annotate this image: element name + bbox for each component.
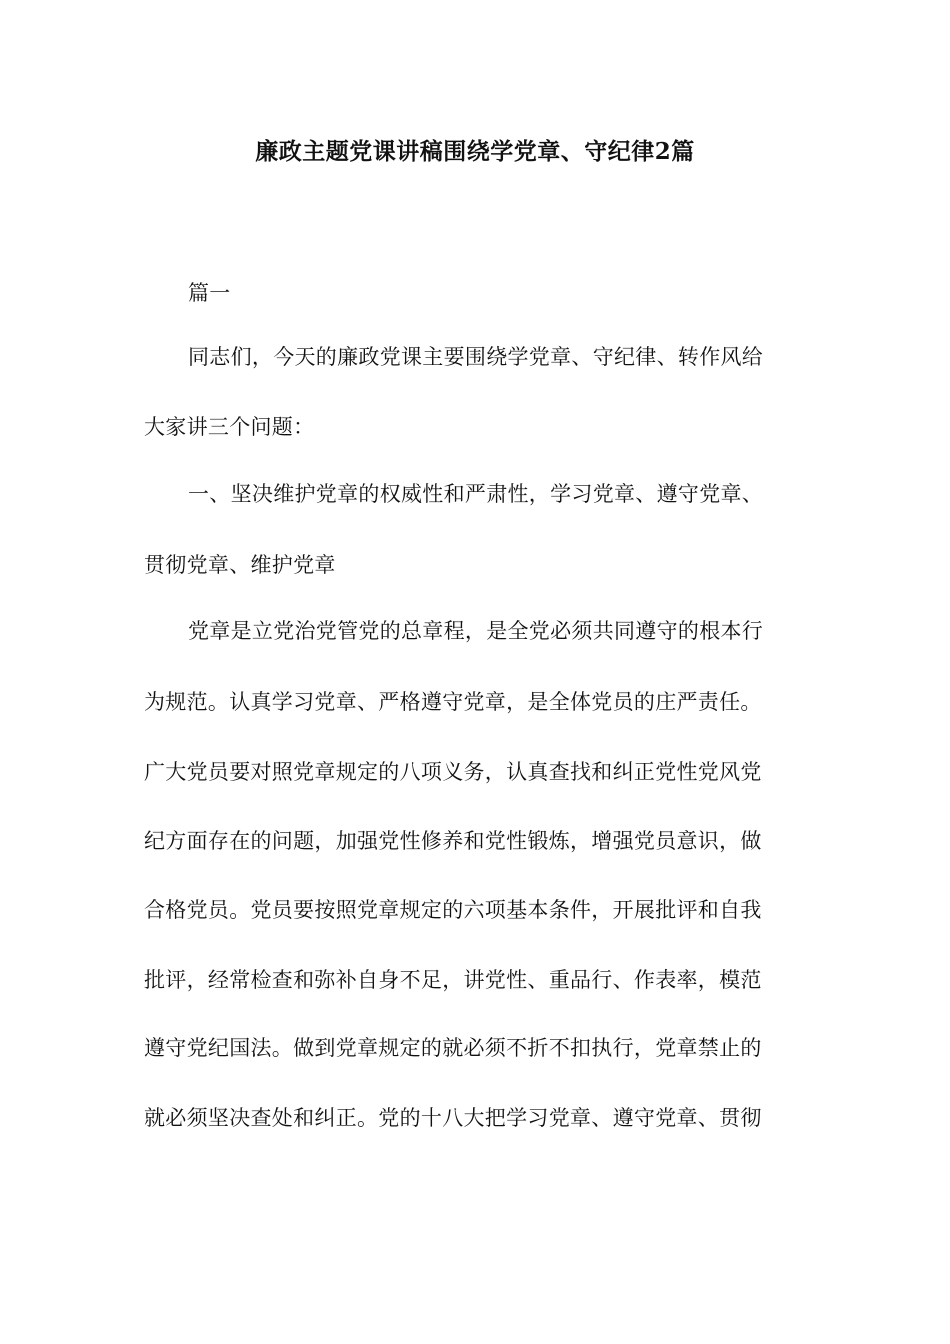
section-heading-line: 一、坚决维护党章的权威性和严肃性，学习党章、遵守党章、 [188, 482, 764, 506]
document-title: 廉政主题党课讲稿围绕学党章、守纪律2篇 [255, 138, 695, 165]
section-heading-part-one: 篇一 [188, 281, 231, 305]
paragraph-line: 党章是立党治党管党的总章程，是全党必须共同遵守的根本行 [188, 619, 764, 643]
paragraph-line: 广大党员要对照党章规定的八项义务，认真查找和纠正党性党风党 [144, 760, 762, 784]
paragraph-line: 合格党员。党员要按照党章规定的六项基本条件，开展批评和自我 [144, 898, 762, 922]
paragraph-line: 遵守党纪国法。做到党章规定的就必须不折不扣执行，党章禁止的 [144, 1036, 762, 1060]
paragraph-line: 批评，经常检查和弥补自身不足，讲党性、重品行、作表率，模范 [144, 968, 762, 992]
paragraph-line: 纪方面存在的问题，加强党性修养和党性锻炼，增强党员意识，做 [144, 829, 762, 853]
paragraph-line: 同志们，今天的廉政党课主要围绕学党章、守纪律、转作风给 [188, 345, 764, 369]
section-heading-line: 贯彻党章、维护党章 [144, 553, 336, 577]
paragraph-line: 大家讲三个问题： [144, 415, 315, 439]
paragraph-line: 就必须坚决查处和纠正。党的十八大把学习党章、遵守党章、贯彻 [144, 1106, 762, 1130]
paragraph-line: 为规范。认真学习党章、严格遵守党章，是全体党员的庄严责任。 [144, 690, 762, 714]
